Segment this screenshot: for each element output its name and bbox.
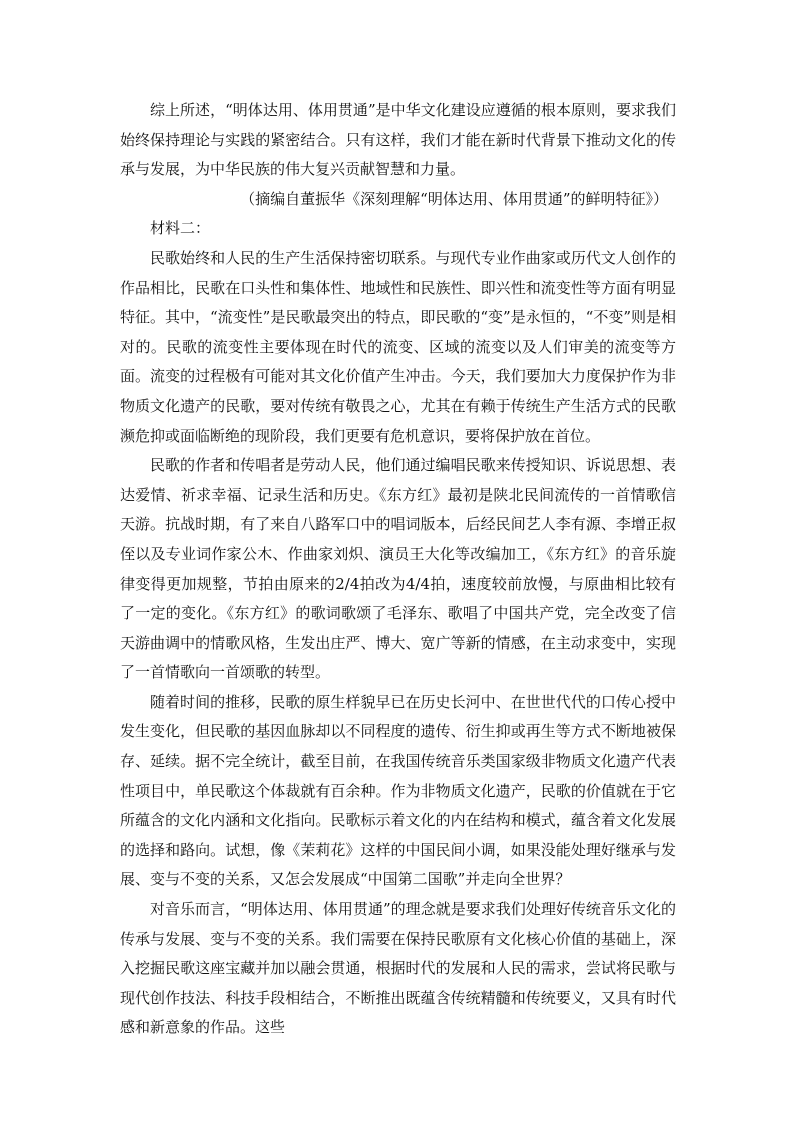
document-page xyxy=(120,96,676,1043)
material-two-label: 材料二： xyxy=(150,219,211,238)
paragraph-folk-song-features: 民歌始终和人民的生产生活保持密切联系。与现代专业作曲家或历代文人创作的作品相比，民歌在口头性和集体性、地域性和民族性、即兴性和流变性等方面有明显特征。其中，“流变性”是民歌最突出的特点，即民歌的“变”是永恒的，“不变”则是相对的。民歌的流变性主要体现在时代的流变、区域的流变以及人们审美的流变等方面。流变的过程极有可能对其文化价值产生冲击。今天，我们要加大力度保护作为非物质文化遗产的民歌，要对传统有敬畏之心，尤其在有赖于传统生产生活方式的民歌濒危抑或面临断绝的现阶段，我们更要有危机意识，要将保护放在首位。 xyxy=(120,248,677,445)
paragraph-conclusion: 综上所述，“明体达用、体用贯通”是中华文化建设应遵循的根本原则，要求我们始终保持理论与实践的紧密结合。只有这样，我们才能在新时代背景下推动文化的传承与发展，为中华民族的伟大复兴贡献智慧和力量。 xyxy=(120,101,676,179)
paragraph-dongfanghong: 民歌的作者和传唱者是劳动人民，他们通过编唱民歌来传授知识、诉说思想、表达爱情、祈求幸福、记录生活和历史。《东方红》最初是陕北民间流传的一首情歌信天游。抗战时期，有了来自八路军口中的唱词版本，后经民间艺人李有源、李增正叔侄以及专业词作家公木、作曲家刘炽、演员王大化等改编加工，《东方红》的音乐旋律变得更加规整，节拍由原来的2/4拍改为4/4拍，速度较前放慢，与原曲相比较有了一定的变化。《东方红》的歌词歌颂了毛泽东、歌唱了中国共产党，完全改变了信天游曲调中的情歌风格，生发出庄严、博大、宽广等新的情感，在主动求变中，实现了一首情歌向一首颂歌的转型。 xyxy=(120,456,676,682)
paragraph-heritage: 随着时间的推移，民歌的原生样貌早已在历史长河中、在世世代代的口传心授中发生变化，但民歌的基因血脉却以不同程度的遗传、衍生抑或再生等方式不断地被保存、延续。据不完全统计，截至目前，在我国传统音乐类国家级非物质文化遗产代表性项目中，单民歌这个体裁就有百余种。作为非物质文化遗产，民歌的价值就在于它所蕴含的文化内涵和文化指向。民歌标示着文化的内在结构和模式，蕴含着文化发展的选择和路向。试想，像《茉莉花》这样的中国民间小调，如果没能处理好继承与发展、变与不变的关系，又怎会发展成“中国第二国歌”并走向全世界？ xyxy=(120,692,676,889)
paragraph-music-concept: 对音乐而言，“明体达用、体用贯通”的理念就是要求我们处理好传统音乐文化的传承与发展、变与不变的关系。我们需要在保持民歌原有文化核心价值的基础上，深入挖掘民歌这座宝藏并加以融会贯通，根据时代的发展和人民的需求，尝试将民歌与现代创作技法、科技手段相结合，不断推出既蕴含传统精髓和传统要义，又具有时代感和新意象的作品。这些 xyxy=(120,900,676,1037)
source-citation: （摘编自董振华《深刻理解“明体达用、体用贯通”的鲜明特征》） xyxy=(240,189,668,208)
